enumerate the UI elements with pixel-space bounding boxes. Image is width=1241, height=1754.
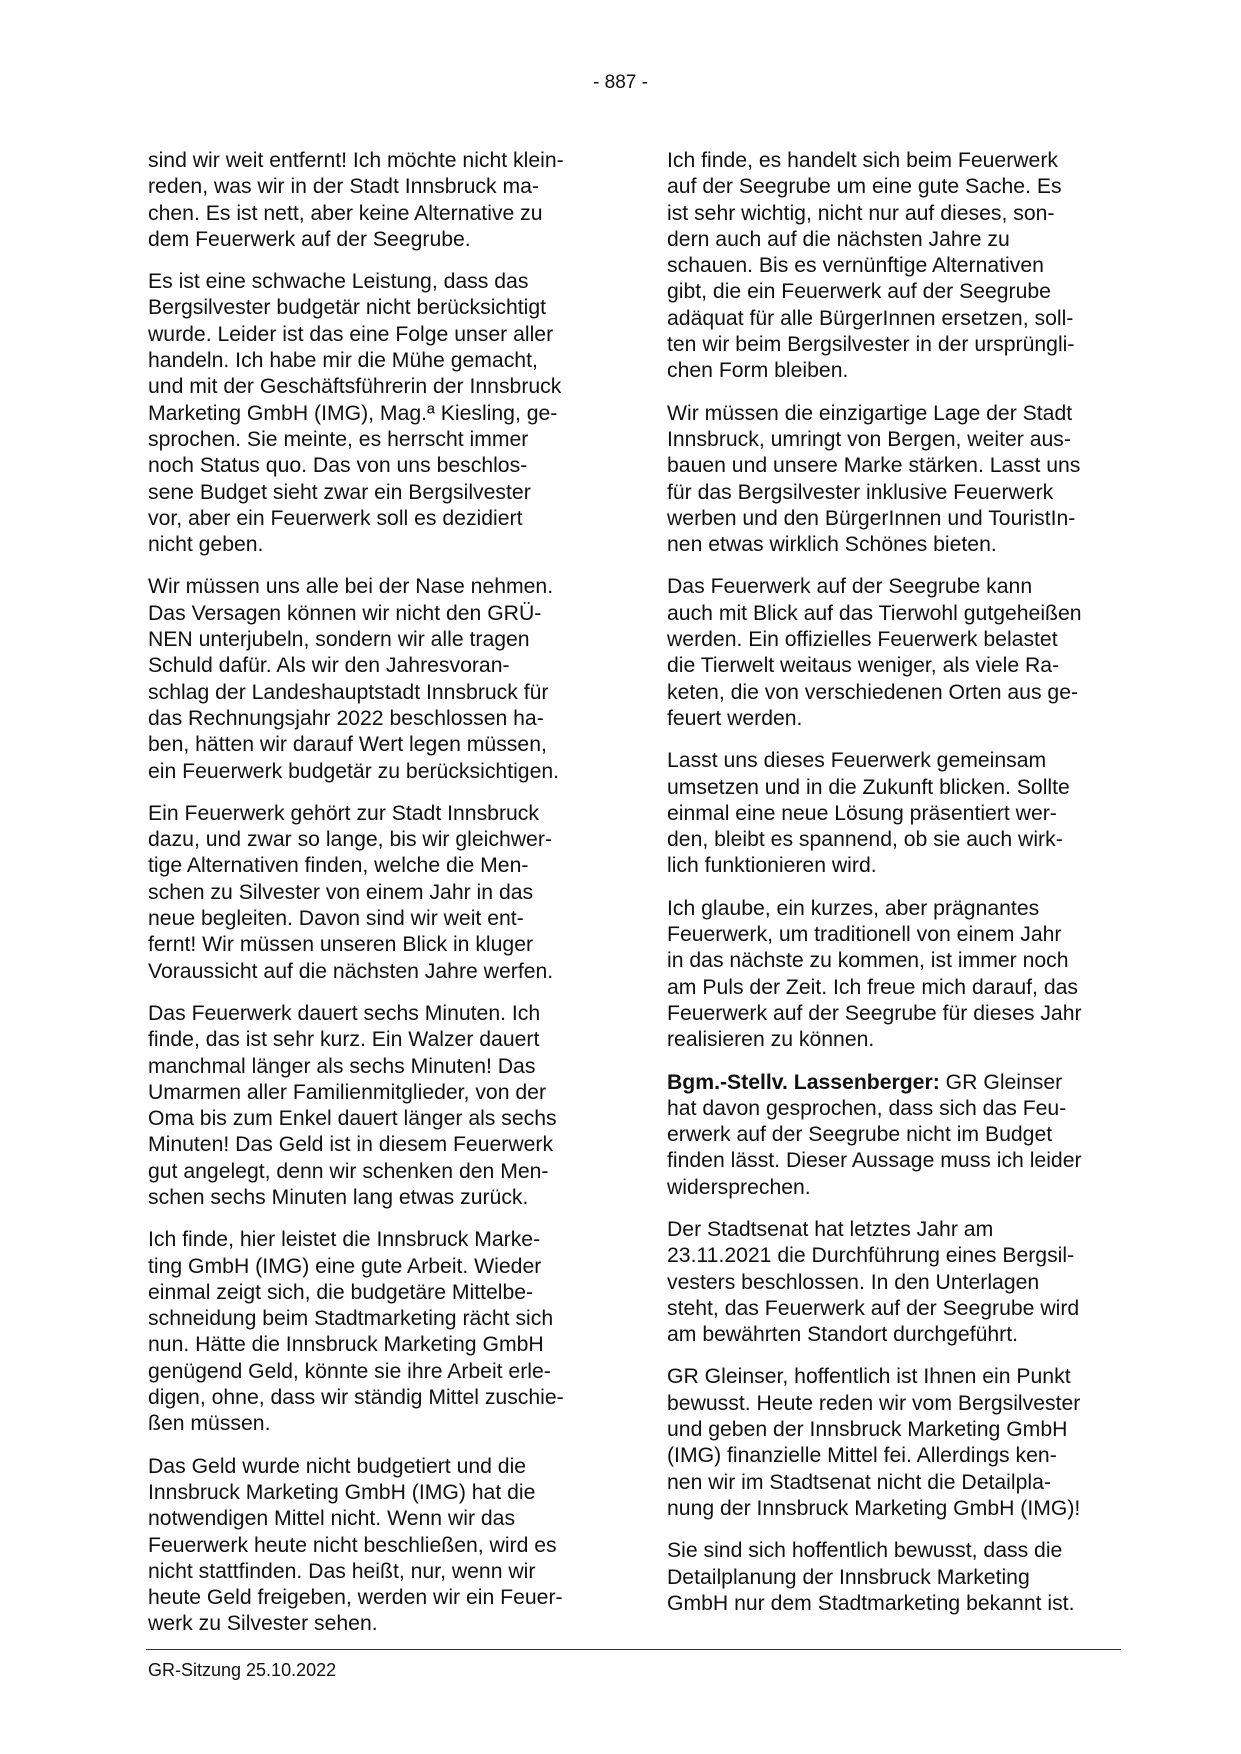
right-column	[667, 148, 1125, 1633]
speaker-text: GR Gleinser hat davon gesprochen, dass sich das Feu- erwerk auf der Seegrube nicht im Budget finden lässt. Dieser Aussage muss ich leider widersprechen.	[667, 1070, 1082, 1199]
paragraph: sind wir weit entfernt! Ich möchte nicht klein- reden, was wir in der Stadt Innsbruck ma- chen. Es ist nett, aber keine Alternative zu dem Feuerwerk auf der Seegrube.	[148, 149, 564, 251]
paragraph: Ich glaube, ein kurzes, aber prägnantes Feuerwerk, um traditionell von einem Jahr in das nächste zu kommen, ist immer noch am Puls der Zeit. Ich freue mich darauf, das Feuerwerk auf der Seegrube für dieses Jahr realisieren zu können.	[667, 896, 1082, 1052]
paragraph: Wir müssen die einzigartige Lage der Stadt Innsbruck, umringt von Bergen, weiter aus- bauen und unsere Marke stärken. Lasst uns für das Bergsilvester inklusive Feuerwerk werben und den BürgerInnen und TouristIn- nen etwas wirklich Schönes bieten.	[667, 401, 1081, 557]
left-column	[148, 148, 603, 1654]
paragraph: Das Feuerwerk auf der Seegrube kann auch mit Blick auf das Tierwohl gutgeheißen werden. Ein offizielles Feuerwerk belastet die Tierwelt weitaus weniger, als viele Ra- keten, die von verschiedenen Orten aus ge- feuert werden.	[667, 575, 1082, 730]
paragraph: Sie sind sich hoffentlich bewusst, dass die Detailplanung der Innsbruck Marketing GmbH nur dem Stadtmarketing bekannt ist.	[667, 1539, 1075, 1615]
footer-divider	[146, 1649, 1121, 1650]
paragraph: Wir müssen uns alle bei der Nase nehmen. Das Versagen können wir nicht den GRÜ- NEN unterjubeln, sondern wir alle tragen Schuld dafür. Als wir den Jahresvoran- schlag der Landeshauptstadt Innsbruck für das Rechnungsjahr 2022 beschlossen ha- ben, hätten wir darauf Wert legen müssen, ein Feuerwerk budgetär zu berücksichtigen.	[148, 575, 560, 783]
speaker-name: Bgm.-Stellv. Lassenberger:	[667, 1070, 940, 1094]
paragraph: Es ist eine schwache Leistung, dass das Bergsilvester budgetär nicht berücksichtigt wurde. Leider ist das eine Folge unser aller handeln. Ich habe mir die Mühe gemacht, und mit der Geschäftsführerin der Innsbruck Marketing GmbH (IMG), Mag.ª Kiesling, ge- sprochen. Sie meinte, es herrscht immer noch Status quo. Das von uns beschlos- sene Budget sieht zwar ein Bergsilvester vor, aber ein Feuerwerk soll es dezidiert nicht geben.	[148, 270, 562, 557]
paragraph: Ein Feuerwerk gehört zur Stadt Innsbruck dazu, und zwar so lange, bis wir gleichwer- tige Alternativen finden, welche die Men- schen zu Silvester von einem Jahr in das neue begleiten. Davon sind wir weit ent- fernt! Wir müssen unseren Blick in kluger Voraussicht auf die nächsten Jahre werfen.	[148, 801, 554, 983]
paragraph: Ich finde, hier leistet die Innsbruck Marke- ting GmbH (IMG) eine gute Arbeit. Wieder einmal zeigt sich, die budgetäre Mittelbe- schneidung beim Stadtmarketing rächt sich nun. Hätte die Innsbruck Marketing GmbH genügend Geld, könnte sie ihre Arbeit erle- digen, ohne, dass wir ständig Mittel zuschie- ßen müssen.	[148, 1228, 564, 1436]
paragraph: Ich finde, es handelt sich beim Feuerwerk auf der Seegrube um eine gute Sache. Es ist sehr wichtig, nicht nur auf dieses, son- dern auch auf die nächsten Jahre zu schauen. Bis es vernünftige Alternativen gibt, die ein Feuerwerk auf der Seegrube adäquat für alle BürgerInnen ersetzen, soll- ten wir beim Bergsilvester in der ursprüngli- chen Form bleiben.	[667, 149, 1075, 383]
paragraph: Das Feuerwerk dauert sechs Minuten. Ich finde, das ist sehr kurz. Ein Walzer dauert manchmal länger als sechs Minuten! Das Umarmen aller Familienmitglieder, von der Oma bis zum Enkel dauert länger als sechs Minuten! Das Geld ist in diesem Feuerwerk gut angelegt, denn wir schenken den Men- schen sechs Minuten lang etwas zurück.	[148, 1001, 557, 1209]
paragraph: Lasst uns dieses Feuerwerk gemeinsam umsetzen und in die Zukunft blicken. Sollte einmal eine neue Lösung präsentiert wer- den, bleibt es spannend, ob sie auch wirk- lich funktionieren wird.	[667, 749, 1070, 878]
paragraph: Der Stadtsenat hat letztes Jahr am 23.11.2021 die Durchführung eines Bergsil- vesters beschlossen. In den Unterlagen steht, das Feuerwerk auf der Seegrube wird am bewährten Standort durchgeführt.	[667, 1217, 1080, 1347]
footer-session-date: GR-Sitzung 25.10.2022	[148, 1660, 337, 1680]
paragraph: Das Geld wurde nicht budgetiert und die Innsbruck Marketing GmbH (IMG) hat die notwendigen Mittel nicht. Wenn wir das Feuerwerk heute nicht beschließen, wird es nicht stattfinden. Das heißt, nur, wenn wir heute Geld freigeben, werden wir ein Feuer- werk zu Silvester sehen.	[148, 1454, 563, 1636]
page-number: - 887 -	[593, 72, 648, 93]
speaker-paragraph	[667, 1070, 1125, 1201]
paragraph: GR Gleinser, hoffentlich ist Ihnen ein Punkt bewusst. Heute reden wir vom Bergsilvester und geben der Innsbruck Marketing GmbH (IMG) finanzielle Mittel fei. Allerdings ken- nen wir im Stadtsenat nicht die Detailpla- nung der Innsbruck Marketing GmbH (IMG)!	[667, 1365, 1081, 1520]
